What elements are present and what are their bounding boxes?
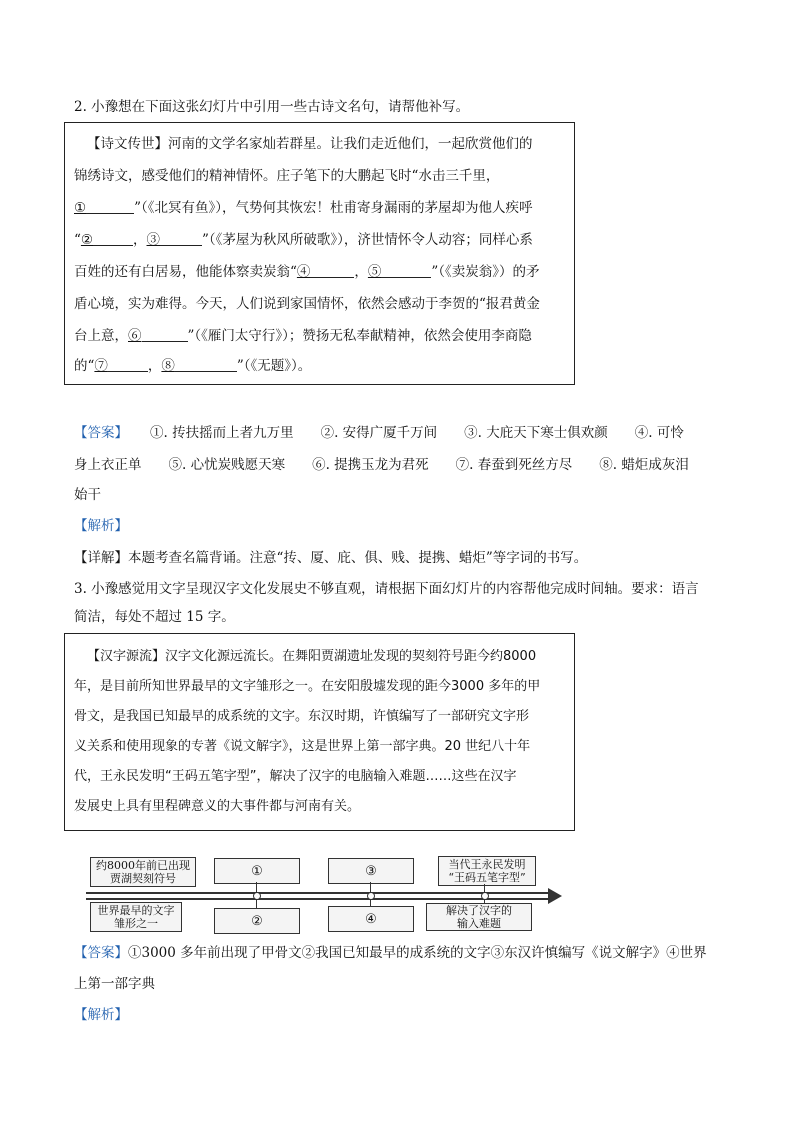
q2-answer-line-3: 始干 [74,487,101,503]
q3-box-line-2: 年，是目前所知世界最早的文字雏形之一。在安阳殷墟发现的距今3000 多年的甲 [74,679,541,694]
q2-slide-box [64,122,575,385]
comma: ， [354,264,368,280]
blank-4 [310,261,354,278]
q3-box-line-5: 代，王永民发明“王码五笔字型”，解决了汉字的电脑输入难题……这些在汉字 [74,769,517,784]
q3-slide-box [64,633,575,831]
timeline-dot [253,892,261,900]
q3-box-line-1: 【汉字源流】汉字文化源远流长。在舞阳贾湖遗址发现的契刻符号距今约8000 [87,649,537,664]
answer-label: 【答案】 [74,945,128,961]
q2-title: 2. 小豫想在下面这张幻灯片中引用一些古诗文名句，请帮他补写。 [74,99,470,115]
timeline-slot-2: ② [214,908,300,934]
timeline-dot [367,892,375,900]
blank-2-mark: ② [80,232,94,248]
q2-box-line-4-text: ”（《茅屋为秋风所破歌》），济世情怀令人动容；同样心系 [202,232,533,248]
timeline-wangma-line-1: 当代王永民发明 [448,858,526,871]
q2-answer-line-2: 身上衣正单 ⑤. 心忧炭贱愿天寒 ⑥. 提携玉龙为君死 ⑦. 春蚕到死丝方尽 ⑧. 蜡炬成灰泪 [74,457,689,473]
timeline-box-input [426,903,532,931]
timeline-earliest-line-2: 雏形之一 [114,917,158,930]
q3-box-line-4: 义关系和使用现象的专著《说文解字》，这是世界上第一部字典。20 世纪八十年 [74,739,531,754]
timeline-earliest-line-1: 世界最早的文字 [97,904,175,917]
q3-answer-line-2: 上第一部字典 [74,976,155,992]
timeline-box-wangma [438,856,536,886]
timeline-arrow-icon [548,888,562,904]
open-quote: “ [74,232,81,248]
timeline-jiahu-line-2: 贾湖契刻符号 [110,872,176,885]
blank-5-mark: ⑤ [367,264,382,280]
q2-box-line-7-text: 台上意， [74,328,128,344]
q2-box-line-5-text: 百姓的还有白居易，他能体察卖炭翁“ [74,264,297,280]
blank-8-mark: ⑧ [161,358,175,374]
q2-box-line-2: 锦绣诗文，感受他们的精神情怀。庄子笔下的大鹏起飞时“水击三千里， [74,168,500,184]
timeline-wangma-line-2: “王码五笔字型” [448,871,526,884]
blank-3-mark: ③ [146,232,161,248]
blank-6-mark: ⑥ [128,328,142,344]
timeline-diagram [86,852,576,930]
q2-box-line-3 [74,197,533,219]
q3-box-line-6: 发展史上具有里程碑意义的大事件都与河南有关。 [74,799,361,814]
q3-title-line-1: 3. 小豫感觉用文字呈现汉字文化发展史不够直观，请根据下面幻灯片的内容帮他完成时间轴。要求：语言 [74,581,699,597]
timeline-slot-3: ③ [328,858,414,884]
q2-box-line-7 [74,325,532,347]
blank-1-mark: ① [74,200,87,216]
timeline-jiahu-line-1: 约8000年前已出现 [96,859,190,872]
q2-answer-text-1: ①. 抟扶摇而上者九万里 ②. 安得广厦千万间 ③. 大庇天下寒士俱欢颜 ④. 可怜 [150,425,684,441]
blank-2 [93,229,133,246]
q2-box-line-8 [74,355,311,377]
blank-4-mark: ④ [296,264,311,280]
timeline-box-earliest [90,902,182,932]
q3-answer-line-1 [74,943,707,963]
blank-1 [86,197,134,214]
q2-box-line-6: 盾心境，实为难得。今天，人们说到家国情怀，依然会感动于李贺的“报君黄金 [74,296,540,312]
timeline-stem [256,900,257,908]
q3-analysis-label: 【解析】 [74,1007,128,1023]
timeline-box-jiahu [90,857,196,887]
blank-7 [108,355,148,372]
q2-box-line-7-end: ”（《雁门太守行》）；赞扬无私奉献精神，依然会使用李商隐 [187,328,532,344]
timeline-slot-4: ④ [328,906,414,932]
timeline-dot [481,892,489,900]
q2-box-line-8-text: 的“ [74,358,95,374]
blank-6 [142,325,188,342]
blank-5 [381,261,431,278]
q2-box-line-5 [74,261,540,283]
comma: ， [133,232,147,248]
answer-label: 【答案】 [74,425,128,441]
q2-box-line-5-end: ”（《卖炭翁》）的矛 [431,264,540,280]
blank-7-mark: ⑦ [94,358,108,374]
q2-box-line-1: 【诗文传世】河南的文学名家灿若群星。让我们走近他们，一起欣赏他们的 [87,136,533,152]
blank-8 [175,355,237,372]
comma: ， [147,358,162,374]
q2-answer-line-1 [74,423,684,443]
timeline-input-line-1: 解决了汉字的 [446,904,512,917]
q3-answer-text-1: ①3000 多年前出现了甲骨文②我国已知最早的成系统的文字③东汉许慎编写《说文解字》④世界 [128,945,707,961]
timeline-slot-1: ① [214,858,300,884]
q3-box-line-3: 骨文，是我国已知最早的成系统的文字。东汉时期，许慎编写了一部研究文字形 [74,709,530,724]
q2-analysis-label: 【解析】 [74,518,128,534]
q2-detail: 【详解】本题考查名篇背诵。注意“抟、厦、庇、俱、贱、提携、蜡炬”等字词的书写。 [74,550,588,566]
q3-title-line-2: 简洁，每处不超过 15 字。 [74,609,235,625]
q2-box-line-8-end: ”（《无题》）。 [236,358,312,374]
blank-3 [160,229,202,246]
timeline-input-line-2: 输入难题 [457,917,501,930]
q2-box-line-4 [74,229,533,251]
q2-box-line-3-text: ”（《北冥有鱼》），气势何其恢宏！杜甫寄身漏雨的茅屋却为他人疾呼 [134,200,533,216]
